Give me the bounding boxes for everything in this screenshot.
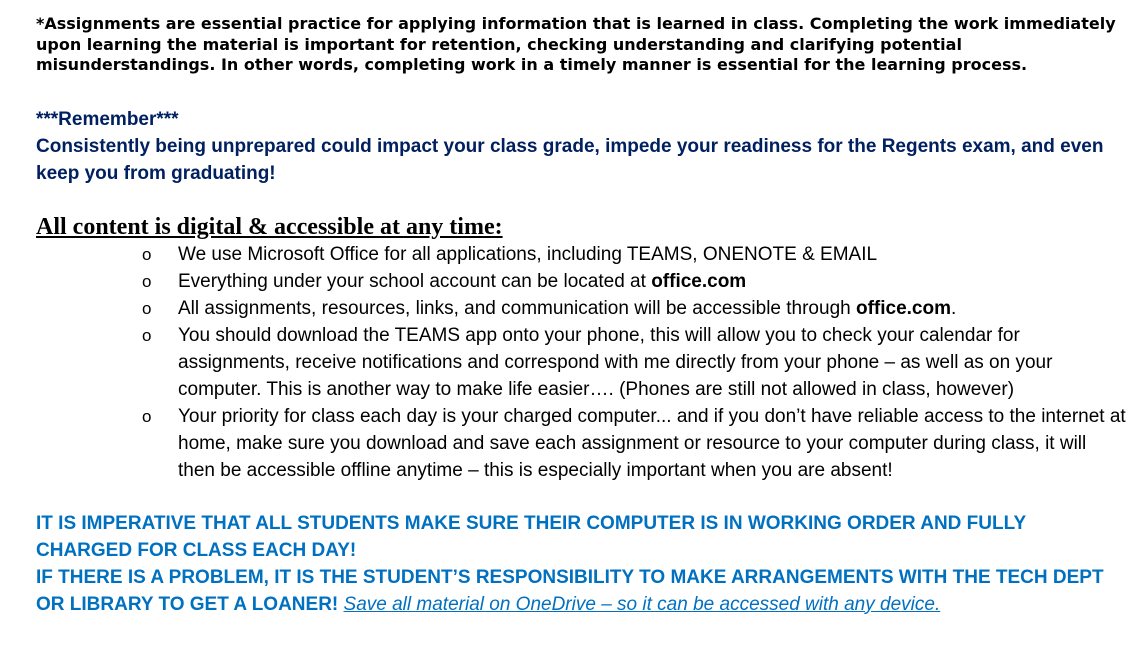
list-item bbox=[36, 241, 1126, 268]
list-item bbox=[36, 403, 1126, 484]
list-item bbox=[36, 295, 1126, 322]
office-link-text: office.com bbox=[651, 270, 747, 292]
office-link-text: office.com bbox=[855, 297, 952, 319]
section-heading: All content is digital & accessible at any time: bbox=[36, 213, 503, 240]
imperative-notice: IT IS IMPERATIVE THAT ALL STUDENTS MAKE SURE THEIR COMPUTER IS IN WORKING ORDER AND FULLY CHARGED FOR CLASS EACH DAY! bbox=[36, 512, 1026, 561]
list-item-text: You should download the TEAMS app onto your phone, this will allow you to check your calendar for assignments, receive notifications and correspond with me directly from your phone – as well as on your computer. This is another way to make life easier…. (Phones are still not allowed in class, however) bbox=[178, 324, 1053, 400]
bullet-icon: o bbox=[142, 298, 152, 318]
bullet-list bbox=[36, 241, 1126, 484]
list-item bbox=[36, 322, 1126, 403]
imperative-block bbox=[36, 510, 1126, 618]
document-page bbox=[36, 14, 1126, 618]
intro-paragraph: *Assignments are essential practice for applying information that is learned in class. Completing the work immediately upon learning the material is important for retention, checking understanding and clarifying potential misunderstandings. In other words, completing work in a timely manner is essential for the learning process. bbox=[36, 14, 1116, 74]
bullet-icon: o bbox=[142, 325, 152, 345]
problem-text: IF THERE IS A PROBLEM, IT IS THE STUDENT’S RESPONSIBILITY TO MAKE ARRANGEMENTS WITH THE TECH DEPT OR LIBRARY TO GET A LOANER! bbox=[36, 566, 1104, 615]
bullet-icon: o bbox=[142, 406, 152, 426]
onedrive-link[interactable]: Save all material on OneDrive – so it can be accessed with any device. bbox=[343, 593, 941, 615]
list-item-punctuation: . bbox=[951, 297, 957, 319]
list-item-text: Everything under your school account can be located at bbox=[178, 270, 652, 292]
list-item bbox=[36, 268, 1126, 295]
remember-label: ***Remember*** bbox=[36, 108, 179, 130]
list-item-text: All assignments, resources, links, and communication will be accessible through bbox=[178, 297, 856, 319]
remember-warning: Consistently being unprepared could impact your class grade, impede your readiness for the Regents exam, and even keep you from graduating! bbox=[36, 135, 1104, 184]
bullet-icon: o bbox=[142, 244, 152, 264]
problem-notice bbox=[36, 564, 1126, 618]
list-item-text: We use Microsoft Office for all applications, including TEAMS, ONENOTE & EMAIL bbox=[178, 243, 878, 265]
bullet-icon: o bbox=[142, 271, 152, 291]
list-item-text: Your priority for class each day is your charged computer... and if you don’t have reliable access to the internet at home, make sure you download and save each assignment or resource to your computer during class, it will then be accessible offline anytime – this is especially important when you are absent! bbox=[178, 405, 1126, 481]
